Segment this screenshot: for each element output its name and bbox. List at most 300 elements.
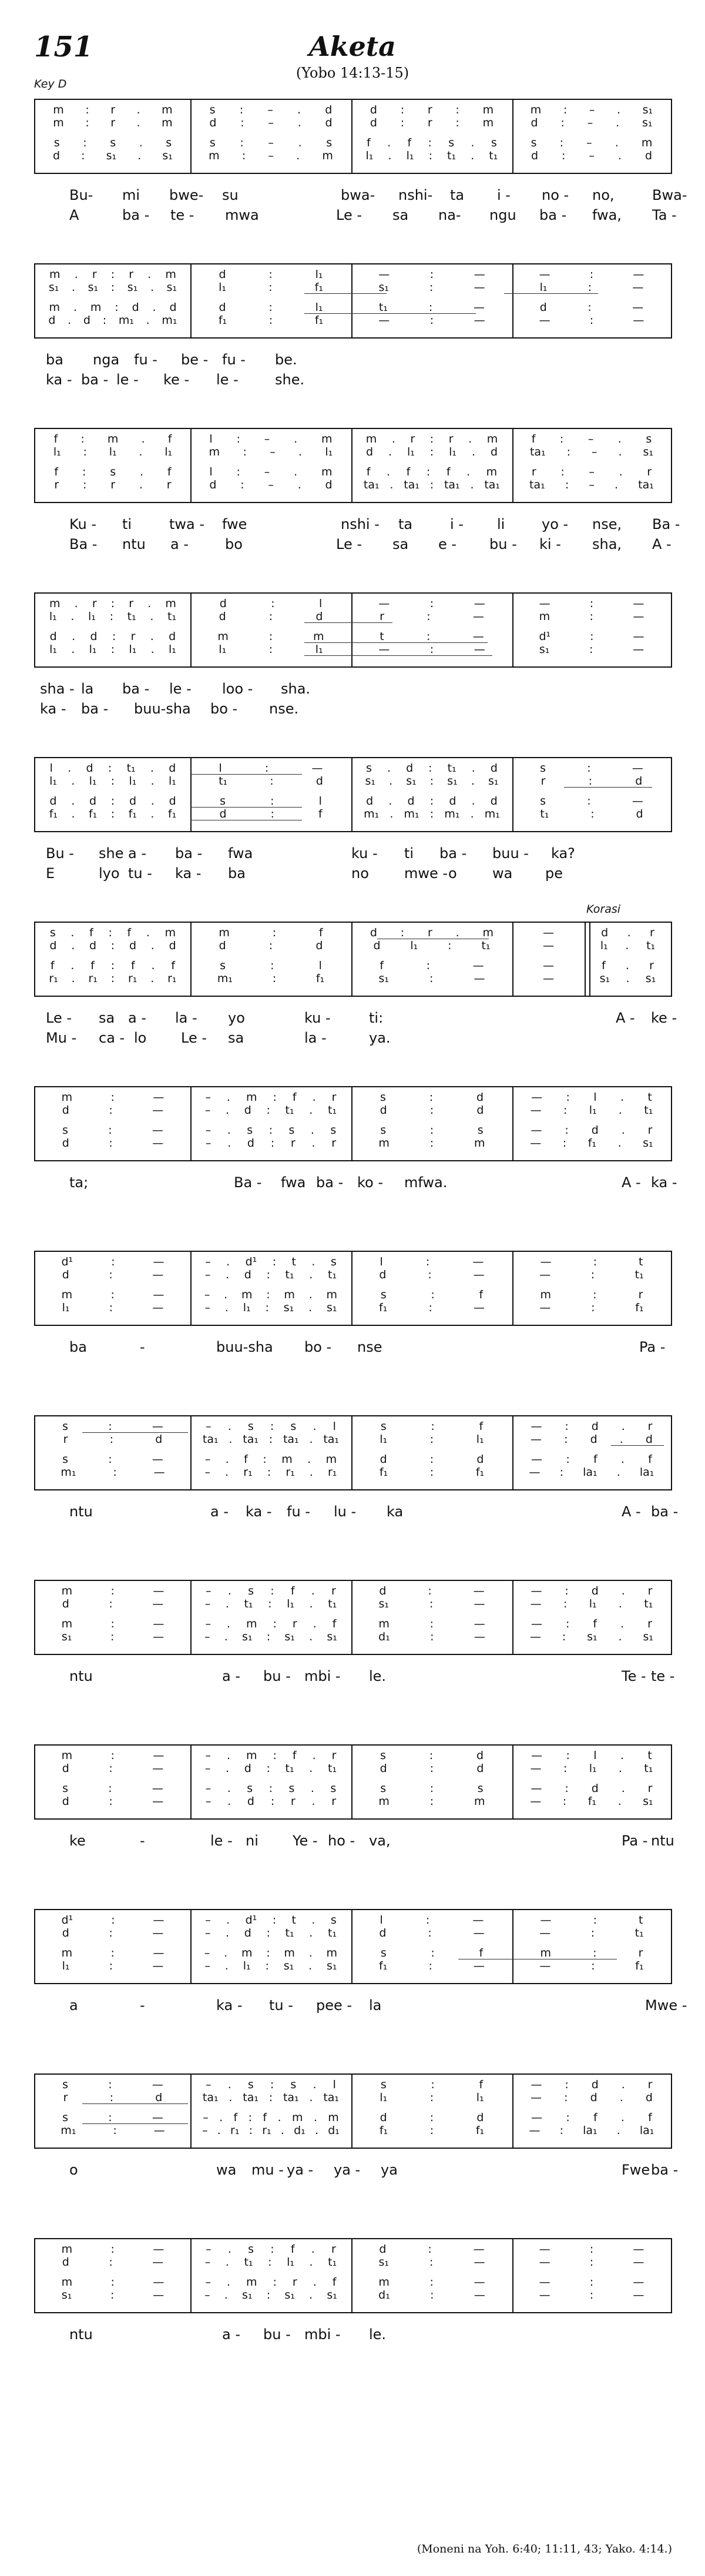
measure-notes	[358, 465, 505, 478]
solfa-token: .	[312, 1749, 316, 1762]
solfa-token: f	[90, 959, 95, 972]
solfa-token: s	[62, 2078, 69, 2091]
solfa-token: :	[429, 597, 434, 610]
lyric-syllable: lyo	[99, 865, 120, 882]
solfa-token: m	[325, 1453, 337, 1466]
measure-notes	[197, 1749, 344, 1762]
solfa-token: :	[566, 445, 571, 458]
solfa-token: :	[110, 1947, 115, 1959]
lyric-syllable: le -	[216, 371, 239, 388]
lyric-syllable: Ku -	[69, 516, 97, 532]
measure-notes	[197, 465, 344, 478]
solfa-token: .	[226, 1927, 230, 1939]
lyric-syllable: ba -	[122, 207, 150, 223]
voice-row	[35, 1927, 671, 1939]
solfa-token: m	[165, 268, 176, 281]
lyric-line	[34, 2326, 672, 2346]
solfa-token: f	[53, 433, 58, 445]
solfa-token: l	[333, 1420, 336, 1433]
solfa-token: –	[205, 1617, 211, 1630]
solfa-token: :	[588, 301, 592, 314]
measure-notes	[42, 478, 183, 491]
solfa-token: d	[325, 116, 333, 129]
measure-notes	[197, 610, 344, 623]
lyric-syllable: sha -	[40, 681, 75, 697]
solfa-token: m₁	[484, 808, 500, 820]
solfa-token: —	[632, 301, 644, 314]
solfa-token: —	[530, 1795, 542, 1808]
solfa-token: s₁	[327, 1630, 337, 1643]
lyric-line	[34, 1833, 672, 1853]
solfa-token: s	[326, 136, 333, 149]
measure-notes	[358, 959, 505, 972]
measure-notes	[358, 1914, 505, 1927]
lyric-syllable: lu -	[334, 1503, 357, 1520]
solfa-token: d	[62, 1795, 69, 1808]
lyric-line	[34, 845, 672, 865]
solfa-token: —	[378, 597, 390, 610]
solfa-token: —	[530, 1597, 542, 1610]
measure-notes	[42, 643, 183, 656]
solfa-token: :	[272, 926, 277, 939]
solfa-token: .	[224, 1301, 229, 1314]
solfa-token: m	[61, 1947, 73, 1959]
solfa-token: d	[129, 795, 137, 808]
solfa-token: .	[471, 775, 475, 788]
tie-line	[504, 293, 598, 294]
lyric-syllable: pe	[545, 865, 563, 882]
measure-notes	[358, 2243, 505, 2256]
solfa-token: l₁	[476, 2091, 484, 2104]
lyric-syllable: la	[81, 681, 94, 697]
solfa-token: s₁	[643, 1795, 653, 1808]
solfa-token: :	[427, 610, 431, 623]
lyric-syllable: ba -	[122, 681, 150, 697]
solfa-token: t₁	[328, 1104, 337, 1117]
solfa-token: :	[565, 1124, 569, 1137]
solfa-token: m	[482, 926, 494, 939]
solfa-token: l₁	[49, 610, 57, 623]
lyric-syllable: su	[222, 187, 239, 203]
solfa-token: :	[241, 149, 246, 162]
solfa-token: r	[331, 1585, 336, 1597]
measure-notes	[42, 2124, 183, 2137]
solfa-token: r	[129, 597, 134, 610]
solfa-token: .	[150, 795, 155, 808]
solfa-token: :	[565, 478, 569, 491]
solfa-token: —	[474, 301, 485, 314]
solfa-token: –	[202, 2124, 208, 2137]
solfa-token: .	[150, 630, 154, 643]
voice-row	[35, 775, 671, 788]
solfa-token: d¹	[245, 1914, 257, 1927]
measure-notes	[519, 762, 664, 775]
lyric-syllable: A	[69, 207, 79, 223]
lyric-syllable: ka -	[40, 701, 66, 717]
lyric-syllable: Mwe -	[645, 1997, 687, 2014]
solfa-staff	[34, 1086, 672, 1161]
lyric-syllable: mi	[122, 187, 140, 203]
solfa-token: d	[315, 775, 323, 788]
solfa-token: r	[331, 1091, 337, 1104]
music-system	[34, 1251, 672, 1359]
solfa-token: —	[531, 1124, 542, 1137]
measure-notes	[42, 2256, 183, 2269]
solfa-token: m₁	[162, 314, 177, 327]
lyric-syllable: mwa	[225, 207, 259, 223]
measure-notes	[42, 1630, 183, 1643]
solfa-token: d	[539, 301, 547, 314]
lyric-syllable: tu -	[269, 1997, 293, 2014]
voice-row	[35, 1466, 671, 1479]
lyric-syllable: ntu	[69, 2326, 93, 2343]
measure-notes	[592, 939, 664, 952]
solfa-token: d	[531, 149, 539, 162]
solfa-token: –	[204, 1959, 210, 1972]
solfa-token: .	[224, 1288, 228, 1301]
solfa-token: m	[241, 1288, 253, 1301]
measure-notes	[197, 2111, 344, 2124]
solfa-token: :	[429, 1466, 434, 1479]
solfa-token: :	[109, 1268, 113, 1281]
solfa-token: s	[62, 1420, 69, 1433]
solfa-token: m	[486, 465, 498, 478]
lyric-syllable: ba -	[316, 1174, 344, 1191]
lyric-syllable: mbi -	[304, 1668, 341, 1684]
solfa-token: s₁	[127, 281, 138, 294]
solfa-token: f	[244, 1453, 248, 1466]
solfa-token: :	[430, 2289, 434, 2302]
solfa-token: m	[326, 1288, 338, 1301]
measure-notes	[197, 136, 344, 149]
lyric-syllable: ku -	[304, 1010, 331, 1026]
solfa-token: .	[150, 610, 154, 623]
measure-notes	[519, 959, 578, 972]
measure-notes	[42, 939, 183, 952]
lyric-syllable: ta	[450, 187, 465, 203]
solfa-token: r	[166, 478, 172, 491]
measure-notes	[519, 808, 664, 820]
solfa-token: :	[272, 1914, 277, 1927]
solfa-token: r	[331, 1795, 337, 1808]
solfa-token: —	[633, 610, 644, 623]
solfa-token: :	[266, 1927, 270, 1939]
measure-notes	[358, 314, 505, 327]
solfa-token: s₁	[645, 972, 656, 985]
solfa-token: ta₁	[529, 478, 545, 491]
solfa-token: l₁	[88, 610, 96, 623]
solfa-token: .	[313, 2111, 317, 2124]
solfa-token: m	[61, 1749, 73, 1762]
lyric-syllable: ku -	[351, 845, 378, 862]
measure-notes	[519, 1617, 664, 1630]
solfa-token: :	[110, 775, 115, 788]
solfa-token: .	[226, 1091, 231, 1104]
solfa-token: —	[474, 597, 485, 610]
solfa-token: .	[72, 630, 76, 643]
voice-row	[35, 1795, 671, 1808]
measure-notes	[519, 2289, 664, 2302]
solfa-token: s	[366, 762, 372, 775]
solfa-token: :	[429, 808, 434, 820]
solfa-token: —	[378, 268, 390, 281]
measure-notes	[519, 1585, 664, 1597]
lyric-syllable: Bu-	[69, 187, 93, 203]
measure-notes	[42, 433, 183, 445]
solfa-token: l₁	[406, 149, 414, 162]
solfa-token: t₁	[285, 1268, 294, 1281]
measure-notes	[42, 1466, 183, 1479]
measure-notes	[42, 1268, 183, 1281]
solfa-token: :	[268, 314, 273, 327]
solfa-token: f₁	[88, 808, 98, 820]
solfa-token: s	[209, 103, 216, 116]
solfa-token: :	[81, 149, 85, 162]
measure-notes	[358, 762, 505, 775]
measure-notes	[519, 1597, 664, 1610]
solfa-token: .	[616, 116, 620, 129]
lyric-syllable: ba -	[439, 845, 467, 862]
solfa-token: f₁	[588, 1137, 597, 1150]
solfa-token: d	[169, 939, 176, 952]
measure-notes	[519, 597, 664, 610]
solfa-token: .	[71, 795, 75, 808]
measure-notes	[519, 1433, 664, 1446]
measure-notes	[519, 1301, 664, 1314]
solfa-token: .	[627, 926, 631, 939]
solfa-token: —	[632, 795, 643, 808]
solfa-token: :	[263, 1453, 267, 1466]
solfa-token: –	[205, 1749, 211, 1762]
solfa-token: .	[618, 445, 622, 458]
lyric-syllable: sha.	[281, 681, 311, 697]
measure-notes	[358, 1630, 505, 1643]
measure-notes	[42, 445, 183, 458]
solfa-token: r	[410, 433, 415, 445]
solfa-token: r	[129, 268, 134, 281]
solfa-token: –	[204, 1104, 211, 1117]
solfa-token: :	[273, 1091, 277, 1104]
solfa-token: r	[647, 1585, 653, 1597]
solfa-token: .	[387, 465, 391, 478]
solfa-token: :	[562, 149, 566, 162]
solfa-token: f	[292, 1091, 297, 1104]
solfa-token: —	[531, 1433, 542, 1446]
measure-notes	[197, 775, 344, 788]
lyric-syllable: nse.	[269, 701, 299, 717]
solfa-token: s	[166, 136, 172, 149]
solfa-token: :	[268, 1433, 273, 1446]
solfa-token: s₁	[643, 1630, 653, 1643]
tie-line	[304, 642, 392, 643]
voice-row	[35, 1104, 671, 1117]
lyric-line	[34, 1668, 675, 1688]
measure-notes	[358, 2091, 505, 2104]
lyric-syllable: ka -	[651, 1174, 677, 1191]
solfa-token: —	[539, 597, 550, 610]
solfa-token: l₁	[325, 445, 333, 458]
solfa-token: s	[380, 1124, 387, 1137]
measure-notes	[42, 1947, 183, 1959]
solfa-token: t₁	[634, 1927, 644, 1939]
lyric-syllable: wa	[216, 2162, 237, 2178]
solfa-token: —	[633, 2276, 644, 2289]
solfa-token: m	[61, 2276, 73, 2289]
lyric-syllable: no,	[592, 187, 615, 203]
lyric-syllable: fu -	[222, 351, 246, 368]
solfa-token: d	[219, 610, 226, 623]
solfa-token: m	[326, 1947, 338, 1959]
voice-row	[35, 116, 671, 129]
solfa-token: m	[209, 445, 220, 458]
solfa-token: :	[455, 116, 459, 129]
solfa-token: :	[565, 1782, 569, 1795]
solfa-token: :	[560, 116, 565, 129]
solfa-token: –	[586, 136, 592, 149]
solfa-token: d	[62, 1104, 69, 1117]
solfa-token: f₁	[379, 1959, 388, 1972]
measure-notes	[197, 1585, 344, 1597]
solfa-token: .	[621, 1585, 625, 1597]
solfa-token: m	[486, 433, 498, 445]
solfa-token: .	[224, 1959, 229, 1972]
solfa-token: d	[645, 2091, 653, 2104]
solfa-token: :	[270, 808, 274, 820]
measure-notes	[197, 2091, 344, 2104]
measure-notes	[519, 2078, 664, 2091]
solfa-token: f₁	[588, 1795, 597, 1808]
solfa-token: f₁	[475, 2124, 485, 2137]
solfa-token: :	[429, 314, 434, 327]
lyric-syllable: ntu	[122, 536, 146, 552]
solfa-token: t₁	[285, 1104, 294, 1117]
solfa-token: f	[263, 2111, 267, 2124]
solfa-token: d	[315, 610, 323, 623]
measure-notes	[358, 1947, 505, 1959]
solfa-token: d	[244, 1268, 251, 1281]
solfa-token: —	[539, 1268, 551, 1281]
solfa-token: s	[248, 1585, 254, 1597]
solfa-token: l₁	[243, 1301, 251, 1314]
lyric-line	[34, 1339, 672, 1359]
solfa-token: .	[70, 959, 75, 972]
solfa-token: –	[270, 445, 276, 458]
lyric-syllable: ba -	[81, 371, 109, 388]
solfa-token: .	[314, 2124, 319, 2137]
measure-notes	[197, 1947, 344, 1959]
solfa-token: f	[593, 1617, 597, 1630]
solfa-token: l₁	[589, 1762, 597, 1775]
solfa-token: .	[309, 1630, 313, 1643]
solfa-token: .	[618, 1630, 622, 1643]
measure-notes	[519, 1927, 664, 1939]
solfa-token: r	[540, 775, 546, 788]
measure-notes	[197, 1268, 344, 1281]
measure-notes	[197, 1137, 344, 1150]
solfa-token: –	[205, 1255, 211, 1268]
solfa-token: :	[243, 445, 247, 458]
lyric-syllable: yo	[228, 1010, 245, 1026]
solfa-token: :	[102, 314, 107, 327]
solfa-token: .	[309, 1927, 313, 1939]
measure-notes	[519, 1091, 664, 1104]
lyric-syllable: mfwa.	[404, 1174, 448, 1191]
solfa-token: f₁	[315, 972, 325, 985]
solfa-token: d	[490, 795, 498, 808]
solfa-token: m	[321, 465, 333, 478]
lyric-syllable: she.	[275, 371, 305, 388]
solfa-token: ta₁	[202, 1433, 219, 1446]
solfa-token: d	[89, 795, 97, 808]
voice-row	[35, 939, 671, 952]
solfa-token: t₁	[447, 762, 456, 775]
solfa-token: s	[288, 1782, 295, 1795]
lyric-syllable: i -	[497, 187, 511, 203]
solfa-token: –	[204, 2256, 211, 2269]
solfa-token: —	[539, 1927, 551, 1939]
solfa-token: d	[645, 1433, 653, 1446]
solfa-token: d	[49, 939, 57, 952]
measure-notes	[42, 1914, 183, 1927]
lyric-syllable: a	[69, 1997, 78, 2014]
measure-notes	[42, 775, 183, 788]
solfa-token: l₁	[287, 1597, 294, 1610]
solfa-token: t₁	[489, 149, 498, 162]
measure-notes	[197, 1914, 344, 1927]
solfa-token: m	[641, 136, 653, 149]
measure-notes	[197, 116, 344, 129]
measure-notes	[358, 597, 505, 610]
solfa-token: d	[531, 116, 538, 129]
solfa-token: :	[428, 762, 432, 775]
measure-notes	[197, 149, 344, 162]
lyric-syllable: -	[140, 1997, 145, 2014]
solfa-token: .	[70, 926, 75, 939]
solfa-token: d	[365, 445, 374, 458]
solfa-token: s₁	[327, 1301, 337, 1314]
solfa-token: —	[531, 2111, 543, 2124]
solfa-token: d	[155, 2091, 163, 2104]
measure-notes	[358, 433, 505, 445]
measure-notes	[358, 1453, 505, 1466]
solfa-token: d	[490, 445, 498, 458]
solfa-token: d	[155, 1433, 163, 1446]
solfa-token: t₁	[219, 775, 228, 788]
solfa-token: :	[591, 1301, 595, 1314]
solfa-token: .	[224, 2289, 228, 2302]
solfa-token: —	[152, 1268, 164, 1281]
measure-notes	[42, 972, 183, 985]
solfa-token: :	[270, 959, 274, 972]
solfa-token: –	[206, 2078, 212, 2091]
solfa-token: —	[531, 1749, 543, 1762]
measure-notes	[197, 1104, 344, 1117]
solfa-token: d	[169, 630, 176, 643]
solfa-token: —	[543, 972, 554, 985]
measure-notes	[592, 959, 664, 972]
solfa-token: f₁	[475, 1466, 485, 1479]
solfa-token: .	[227, 1782, 231, 1795]
solfa-token: —	[474, 281, 485, 294]
solfa-token: :	[265, 1301, 269, 1314]
solfa-token: :	[273, 1749, 277, 1762]
solfa-token: l	[593, 1749, 597, 1762]
lyric-syllable: a -	[128, 1010, 146, 1026]
solfa-token: :	[113, 1466, 117, 1479]
solfa-token: –	[206, 1420, 212, 1433]
solfa-token: –	[587, 116, 593, 129]
solfa-token: —	[473, 1959, 485, 1972]
